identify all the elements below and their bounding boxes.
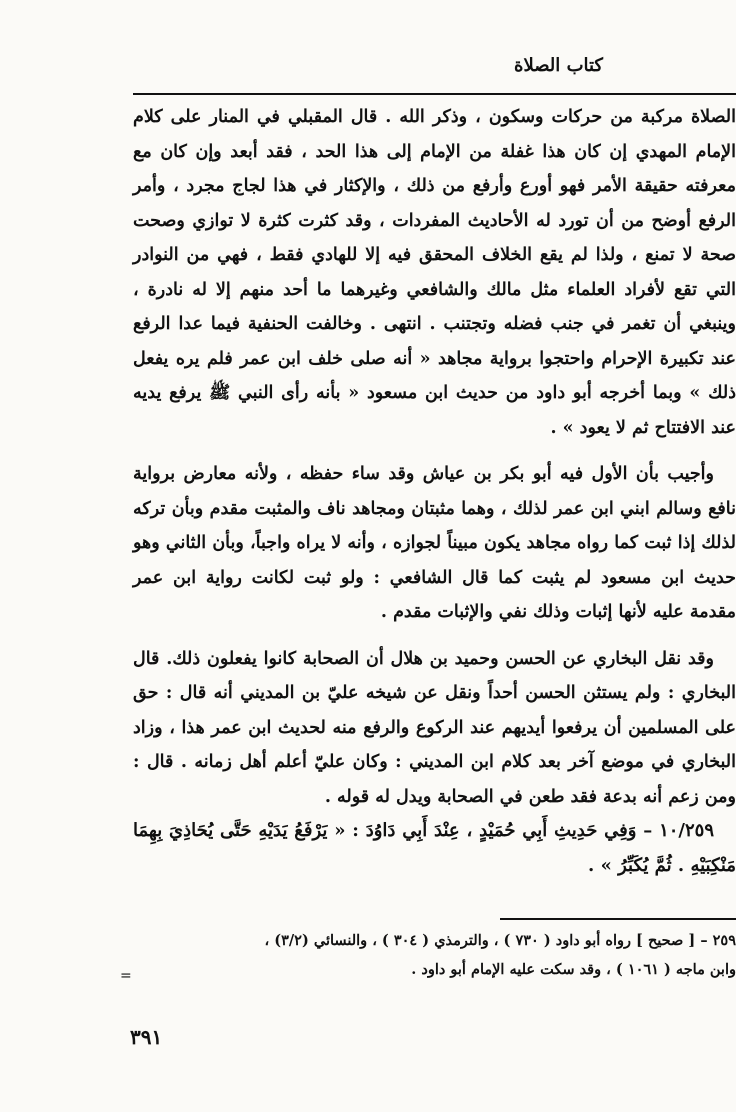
page-number: ٣٩١: [130, 1025, 163, 1049]
paragraph-2: وأجيب بأن الأول فيه أبو بكر بن عياش وقد ساء حفظه ، ولأنه معارض برواية نافع وسالم ابني ابن عمر لذلك ، وهما مثبتان ومجاهد ناف والمثبت مقدم وبأن تركه لذلك إذا ثبت كما رواه مجاهد يكون مبيناً لجوازه ، وأنه لا يراه واجباً، وبأن الثاني وهو حديث ابن مسعود لم يثبت كما قال الشافعي : ولو ثبت لكانت رواية ابن عمر مقدمة عليه لأنها إثبات وذلك نفي والإثبات مقدم .: [133, 464, 736, 622]
hadith-text: ١٠/٢٥٩ – وَفِي حَدِيثِ أَبِي حُمَيْدٍ ، عِنْدَ أَبِي دَاوُدَ : « يَرْفَعُ يَدَيْهِ حَتَّى يُحَاذِيَ بِهِمَا مَنْكِبَيْهِ . ثُمَّ يُكَبِّرُ » .: [133, 820, 736, 876]
main-text: [133, 100, 736, 883]
paragraph-1: الصلاة مركبة من حركات وسكون ، وذكر الله . قال المقبلي في المنار على كلام الإمام المهدي إن كان هذا غفلة من الإمام إلى هذا الحد ، فقد أبعد وإن كان مع معرفته حقيقة الأمر فهو أورع وأرفع من ذلك ، والإكثار في هذا لجاج مجرد ، وأمر الرفع أوضح من أن تورد له الأحاديث المفردات ، وقد كثرت كثرة لا توازي وصحت صحة لا تمنع ، ولذا لم يقع الخلاف المحقق فيه إلا للهادي فقط ، فهي من النوادر التي تقع لأفراد العلماء مثل مالك والشافعي وغيرهما ما أحد منهم إلا له نادرة ، وينبغي أن تغمر في جنب فضله وتجتنب . انتهى . وخالفت الحنفية فيما عدا الرفع عند تكبيرة الإحرام واحتجوا برواية مجاهد « أنه صلى خلف ابن عمر فلم يره يفعل ذلك » وبما أخرجه أبو داود من حديث ابن مسعود « بأنه رأى النبي ﷺ يرفع يديه عند الافتتاح ثم لا يعود » .: [133, 107, 736, 438]
paragraph-3: وقد نقل البخاري عن الحسن وحميد بن هلال أن الصحابة كانوا يفعلون ذلك. قال البخاري : ولم يستثن الحسن أحداً ونقل عن شيخه عليّ بن المديني أنه قال : حق على المسلمين أن يرفعوا أيديهم عند الركوع والرفع منه لحديث ابن عمر هذا ، وزاد البخاري في موضع آخر بعد كلام ابن المديني : وكان عليّ أعلم أهل زمانه . قال : ومن زعم أنه بدعة فقد طعن في الصحابة ويدل له قوله .: [133, 648, 736, 807]
running-header: كتاب الصلاة: [514, 55, 603, 76]
footnotes: [120, 926, 736, 984]
continuation-mark: =: [120, 968, 132, 984]
footnote-line-2: وابن ماجه ( ١٠٦١ ) ، وقد سكت عليه الإمام أبو داود .: [411, 961, 736, 978]
header-rule: [133, 93, 736, 95]
footnote-line-1: ٢٥٩ – [ صحيح ] رواه أبو داود ( ٧٣٠ ) ، والترمذي ( ٣٠٤ ) ، والنسائي (٣/٢) ،: [264, 932, 736, 949]
footnote-rule: [500, 918, 736, 920]
